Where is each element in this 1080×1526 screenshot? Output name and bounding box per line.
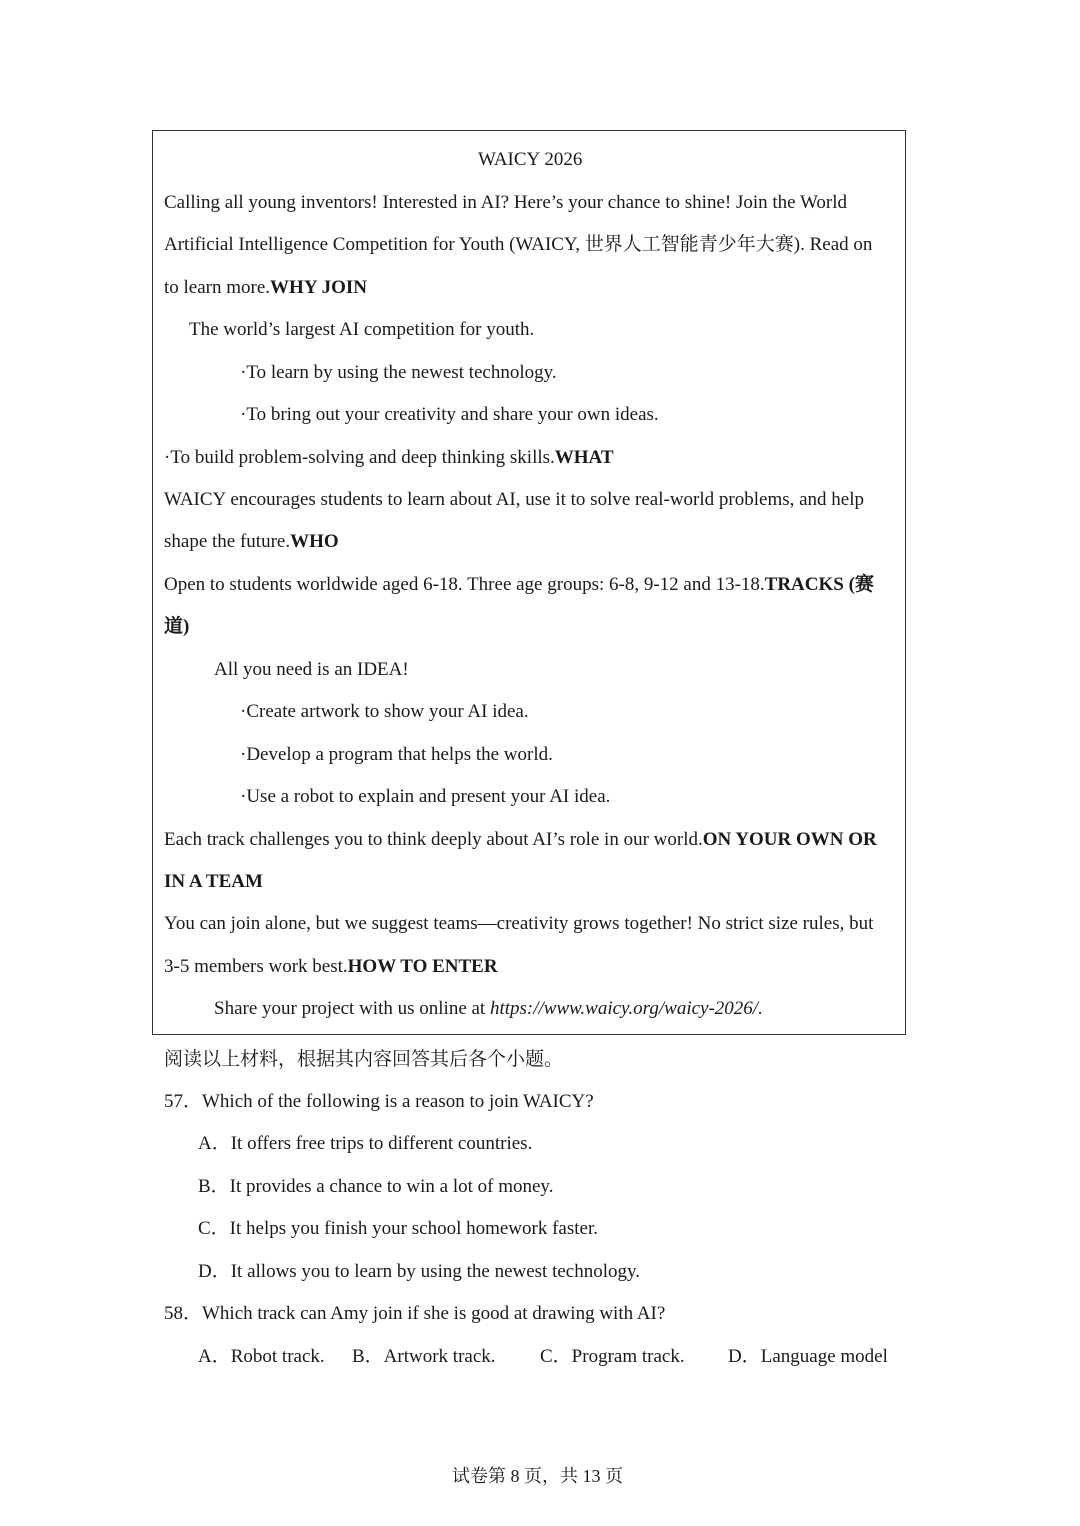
enter-url: https://www.waicy.org/waicy-2026/.: [489, 998, 763, 1019]
q57-stem: 57．Which of the following is a reason to join WAICY?: [164, 1091, 594, 1112]
heading-tracks: TRACKS (赛: [764, 574, 874, 595]
q58-option-c: C．Program track.: [540, 1346, 685, 1367]
q58-option-a: A．Robot track.: [198, 1346, 325, 1367]
what-text: shape the future.: [164, 531, 291, 552]
why-bullet-1: ·To learn by using the newest technology.: [240, 362, 557, 383]
q58-option-d: D．Language model: [728, 1346, 888, 1367]
passage-title: WAICY 2026: [478, 149, 583, 170]
what-line-1: WAICY encourages students to learn about AI, use it to solve real-world problems, and help: [164, 489, 865, 510]
heading-what: WHAT: [554, 447, 614, 468]
intro-text: to learn more.: [164, 277, 271, 298]
why-bullet-2: ·To bring out your creativity and share your own ideas.: [240, 404, 659, 425]
q58-option-b: B．Artwork track.: [352, 1346, 496, 1367]
page-footer: 试卷第 8 页，共 13 页: [452, 1466, 623, 1486]
tracks-bullet-2: ·Develop a program that helps the world.: [240, 744, 553, 765]
team-line-2: [164, 955, 498, 979]
who-text: Open to students worldwide aged 6-18. Three age groups: 6-8, 9-12 and 13-18.: [164, 574, 765, 595]
heading-enter: HOW TO ENTER: [347, 956, 498, 977]
q58-stem: 58．Which track can Amy join if she is good at drawing with AI?: [164, 1303, 666, 1324]
heading-who: WHO: [290, 531, 339, 552]
heading-team: ON YOUR OWN OR: [702, 829, 877, 850]
what-line-2: [164, 530, 339, 554]
enter-line: [214, 997, 763, 1021]
intro-line-1: Calling all young inventors! Interested in AI? Here’s your chance to shine! Join the World: [164, 192, 848, 213]
q57-option-d: D．It allows you to learn by using the newest technology.: [198, 1261, 641, 1282]
team-text: 3-5 members work best.: [164, 956, 348, 977]
tracks-end-line: [164, 828, 877, 852]
intro-line-3: [164, 276, 367, 300]
tracks-subtitle: All you need is an IDEA!: [214, 659, 409, 680]
who-line: [164, 573, 874, 597]
tracks-bullet-3: ·Use a robot to explain and present your AI idea.: [240, 786, 611, 807]
q57-option-a: A．It offers free trips to different countries.: [198, 1133, 533, 1154]
team-line-1: You can join alone, but we suggest teams—creativity grows together! No strict size rules, but: [164, 913, 874, 934]
heading-tracks-cont: 道): [164, 616, 190, 637]
why-bullet-3-line: [164, 446, 614, 470]
why-bullet-3: ·To build problem-solving and deep thinking skills.: [164, 447, 555, 468]
q57-option-b: B．It provides a chance to win a lot of money.: [198, 1176, 554, 1197]
intro-line-2: Artificial Intelligence Competition for Youth (WAICY, 世界人工智能青少年大赛). Read on: [164, 234, 873, 255]
tracks-bullet-1: ·Create artwork to show your AI idea.: [240, 701, 529, 722]
q57-option-c: C．It helps you finish your school homework faster.: [198, 1218, 599, 1239]
why-subtitle: The world’s largest AI competition for youth.: [189, 319, 535, 340]
heading-why-join: WHY JOIN: [270, 277, 367, 298]
enter-text: Share your project with us online at: [214, 998, 490, 1019]
team-heading-cont: [164, 870, 263, 894]
instruction: 阅读以上材料，根据其内容回答其后各个小题。: [164, 1049, 564, 1070]
heading-team-cont: IN A TEAM: [164, 871, 263, 892]
tracks-heading-cont: [164, 615, 189, 639]
tracks-end: Each track challenges you to think deeply about AI’s role in our world.: [164, 829, 703, 850]
